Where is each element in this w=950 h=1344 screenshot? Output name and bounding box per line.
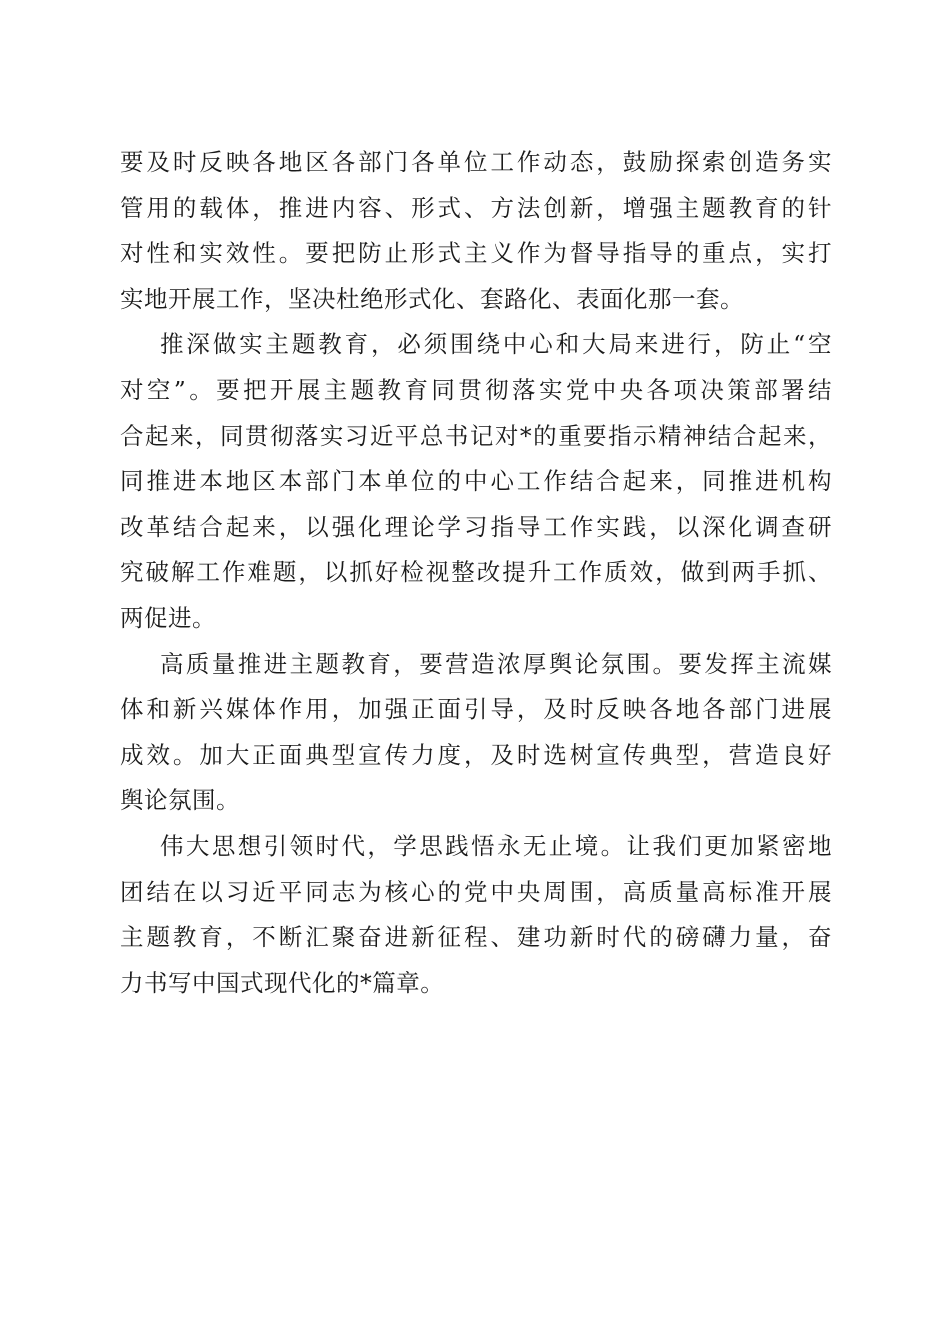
paragraph-first-line: 伟大思想引领时代，学思践悟永无止境。让我们更加紧密地 [160,831,832,860]
paragraph-first-line: 推深做实主题教育，必须围绕中心和大局来进行，防止“空 [160,330,832,359]
text-line: 究破解工作难题，以抓好检视整改提升工作质效，做到两手抓、 [120,558,832,587]
text-line: 同推进本地区本部门本单位的中心工作结合起来，同推进机构 [120,467,832,496]
paragraph-first-line: 高质量推进主题教育，要营造浓厚舆论氛围。要发挥主流媒 [160,649,832,678]
text-line: 主题教育，不断汇聚奋进新征程、建功新时代的磅礴力量，奋 [120,923,832,952]
text-line: 团结在以习近平同志为核心的党中央周围，高质量高标准开展 [120,877,832,906]
text-line: 舆论氛围。 [120,786,240,815]
text-line: 力书写中国式现代化的*篇章。 [120,968,445,997]
text-line: 体和新兴媒体作用，加强正面引导，及时反映各地各部门进展 [120,695,832,724]
text-line: 实地开展工作，坚决杜绝形式化、套路化、表面化那一套。 [120,284,744,313]
text-line: 成效。加大正面典型宣传力度，及时选树宣传典型，营造良好 [120,740,832,769]
text-line: 改革结合起来，以强化理论学习指导工作实践，以深化调查研 [120,512,832,541]
text-line: 管用的载体，推进内容、形式、方法创新，增强主题教育的针 [120,193,832,222]
text-line: 合起来，同贯彻落实习近平总书记对*的重要指示精神结合起来， [120,421,832,450]
text-line: 要及时反映各地区各部门各单位工作动态，鼓励探索创造务实 [120,148,832,176]
text-line: 对性和实效性。要把防止形式主义作为督导指导的重点，实打 [120,239,832,268]
text-line: 对空”。要把开展主题教育同贯彻落实党中央各项决策部署结 [120,375,832,404]
document-body [120,140,832,1006]
text-line: 两促进。 [120,603,216,632]
